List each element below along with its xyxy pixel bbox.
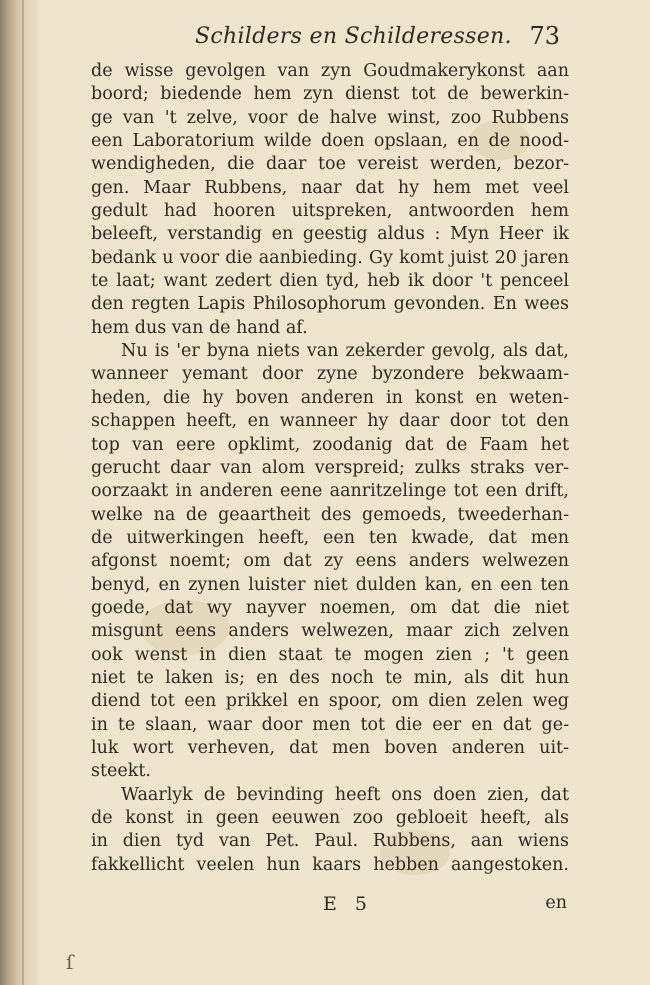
text-line: ge van 't zelve, voor de halve winst, zoo Rubbens [91, 107, 569, 128]
text-line: den regten Lapis Philosophorum gevonden. En wees [91, 294, 569, 315]
catchword: en [545, 893, 567, 913]
page-gutter [0, 0, 38, 985]
text-line: steekt. [91, 761, 151, 782]
text-line: luk wort verheven, dat men boven anderen uit- [91, 737, 569, 758]
text-line: te laat; want zedert dien tyd, heb ik door 't penceel [91, 271, 569, 292]
text-line: heden, die hy boven anderen in konst en weten- [91, 387, 569, 408]
text-line: gerucht daar van alom verspreid; zulks straks ver- [91, 457, 569, 478]
text-line: niet te laken is; en des noch te min, als dit hun [91, 667, 569, 688]
text-line: de wisse gevolgen van zyn Goudmakerykonst aan [91, 61, 569, 81]
text-line: ook wenst in dien staat te mogen zien ; 't geen [91, 644, 569, 665]
text-line: de uitwerkingen heeft, een ten kwade, dat men [91, 527, 569, 548]
text-line: afgonst noemt; om dat zy eens anders welwezen [91, 551, 569, 572]
text-line: gen. Maar Rubbens, naar dat hy hem met veel [91, 177, 569, 198]
text-line: oorzaakt in anderen eene aanritzelinge tot een drift, [91, 481, 569, 502]
text-line: in dien tyd van Pet. Paul. Rubbens, aan wiens [91, 831, 569, 852]
text-line: gedult had hooren uitspreken, antwoorden hem [91, 201, 569, 222]
text-line: diend tot een prikkel en spoor, om dien zelen weg [91, 691, 569, 712]
text-line: in te slaan, waar door men tot die eer en dat ge- [91, 714, 569, 735]
text-line: de konst in geen eeuwen zoo gebloeit heeft, als [91, 808, 569, 828]
text-line: Nu is 'er byna niets van zekerder gevolg, als dat, [121, 341, 569, 362]
text-line: fakkellicht veelen hun kaars hebben aangestoken. [91, 854, 569, 875]
body-text [91, 60, 569, 877]
text-line: schappen heeft, en wanneer hy daar door tot den [91, 411, 569, 432]
text-line: wanneer yemant door zyne byzondere bekwaam- [91, 364, 569, 385]
page-footer [91, 893, 569, 923]
signature-mark: E 5 [323, 893, 373, 915]
text-line: benyd, en zynen luister niet dulden kan, en een ten [91, 574, 569, 595]
page-number: 73 [529, 22, 560, 50]
text-line: bedank u voor die aanbieding. Gy komt juist 20 jaren [91, 247, 569, 268]
page-header [90, 18, 568, 58]
text-line: welke na de geaartheit des gemoeds, tweederhan- [91, 504, 569, 525]
text-line: misgunt eens anders welwezen, maar zich zelven [91, 621, 569, 642]
text-line: een Laboratorium wilde doen opslaan, en de nood- [91, 131, 569, 152]
text-line: goede, dat wy nayver noemen, om dat die niet [91, 597, 569, 618]
text-line: hem dus van de hand af. [91, 317, 308, 338]
running-title: Schilders en Schilderessen. [195, 24, 512, 49]
margin-pen-mark: ſ [66, 950, 74, 974]
gutter-shadow [22, 0, 24, 985]
text-line: top van eere opklimt, zoodanig dat de Faam het [91, 434, 569, 455]
text-line: boord; biedende hem zyn dienst tot de bewerkin- [91, 84, 569, 105]
text-line: Waarlyk de bevinding heeft ons doen zien, dat [121, 784, 569, 805]
text-line: beleeft, verstandig en geestig aldus : Myn Heer ik [91, 224, 569, 245]
text-line: wendigheden, die daar toe vereist werden, bezor- [91, 154, 569, 175]
